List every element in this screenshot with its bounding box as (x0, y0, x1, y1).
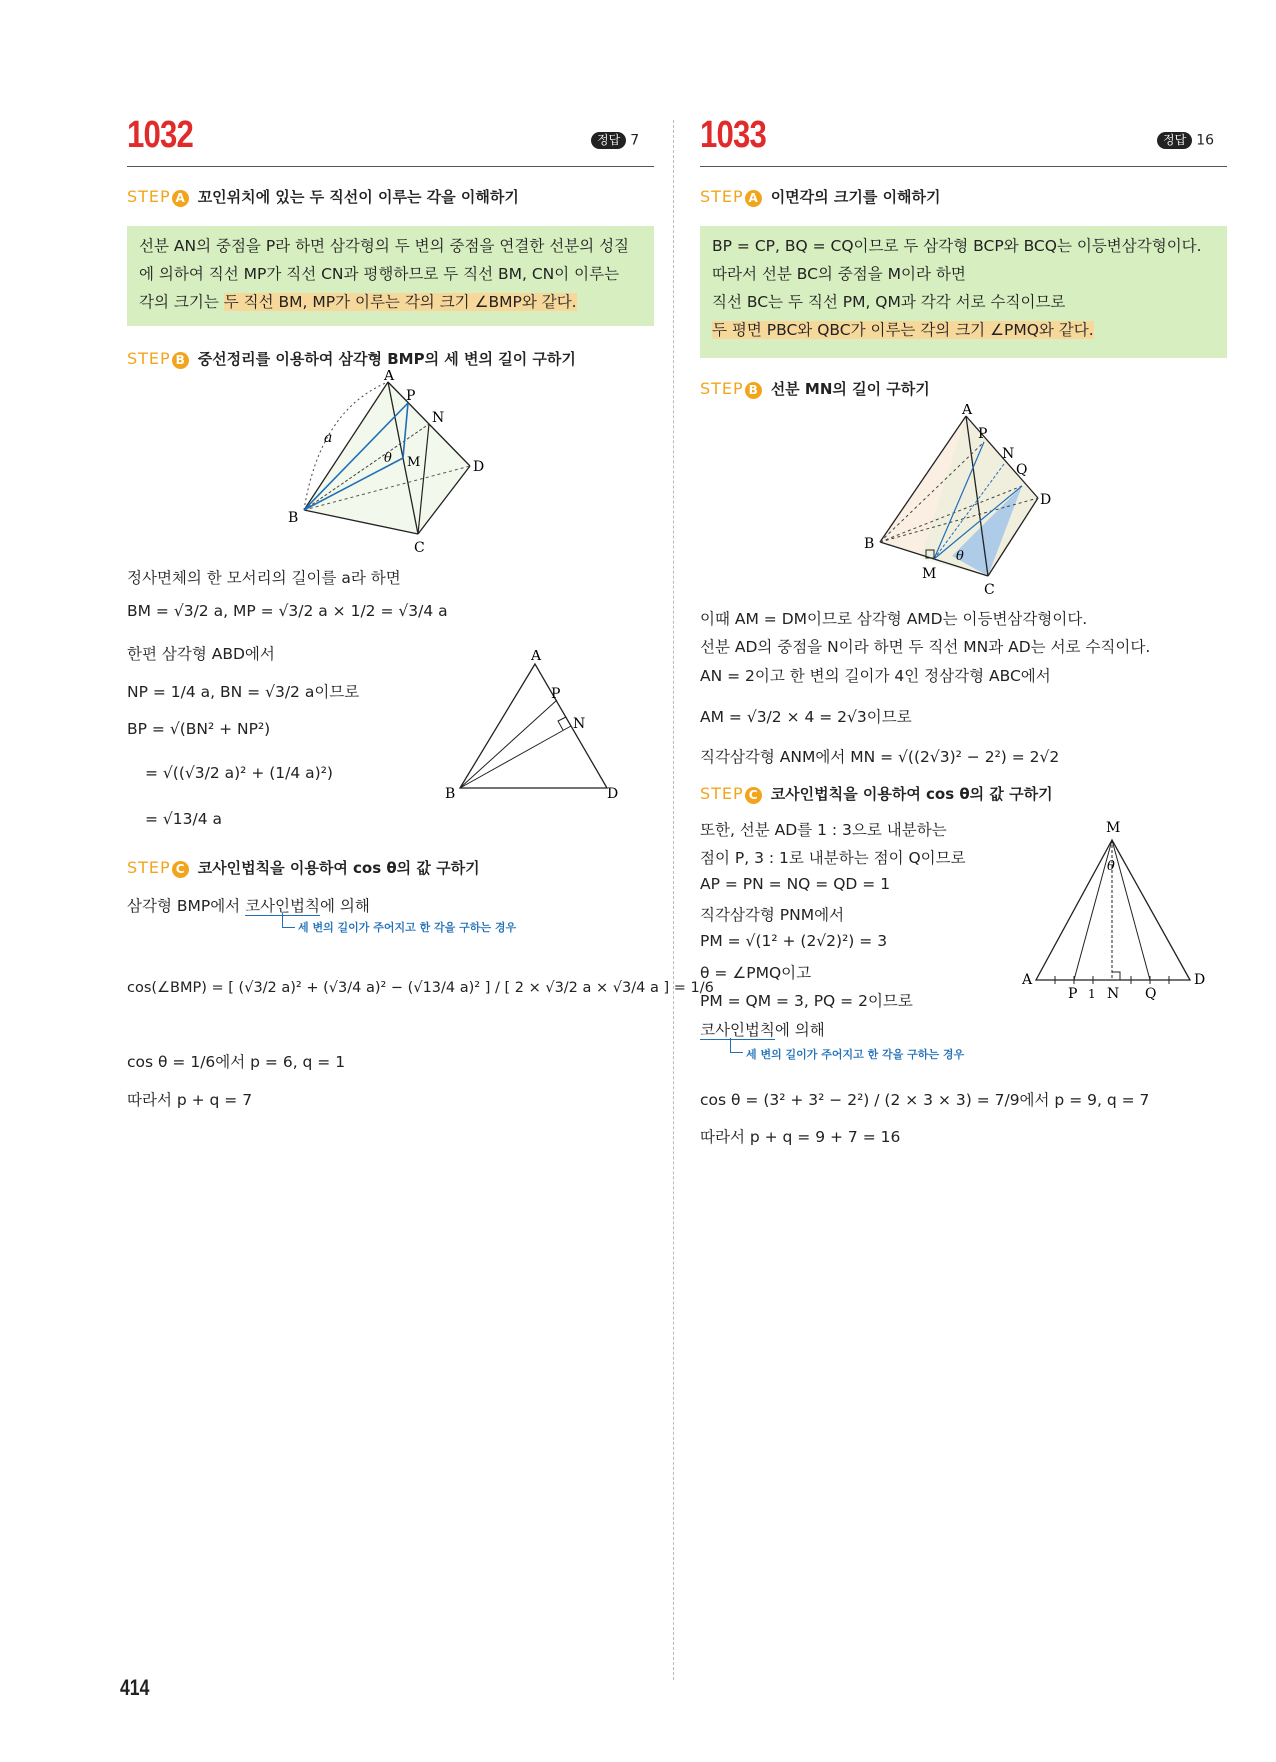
step-a-box (700, 226, 1227, 358)
problem-number: 1033 (700, 114, 767, 156)
step-title: 이면각의 크기를 이해하기 (770, 188, 941, 206)
label-theta: θ (1107, 859, 1115, 874)
answer-badge: 정답 (1157, 132, 1192, 149)
box-line: 각의 크기는 (139, 293, 224, 311)
label-theta: θ (956, 549, 964, 564)
label-a: A (384, 370, 395, 384)
step-badge: A (172, 190, 189, 207)
formula-line: cos θ = 1/6에서 p = 6, q = 1 (127, 1053, 346, 1071)
label-c: C (984, 582, 995, 598)
label-d: D (1040, 492, 1052, 508)
text-line (700, 1018, 825, 1040)
label-m: M (1106, 820, 1121, 836)
label-n: N (432, 410, 445, 426)
label-d: D (1194, 972, 1206, 988)
text-line: 정사면체의 한 모서리의 길이를 a라 하면 (127, 569, 401, 587)
step-badge: B (745, 382, 762, 399)
formula-line: PM = QM = 3, PQ = 2이므로 (700, 992, 913, 1010)
line-mq (1112, 840, 1150, 980)
formula-line: BM = √3/2 a, MP = √3/2 a × 1/2 = √3/4 a (127, 602, 448, 620)
label-n: N (573, 716, 586, 732)
label-a: A (531, 650, 542, 664)
label-n: N (1002, 446, 1015, 462)
text-part: 에 의해 (319, 897, 370, 915)
formula-line: BP = √(BN² + NP²) (127, 720, 271, 738)
step-b-heading (700, 378, 930, 399)
label-b: B (445, 786, 456, 802)
text-part: 삼각형 BMP에서 (127, 897, 246, 915)
column-divider (673, 120, 674, 1680)
header-rule (127, 166, 654, 167)
note-text: 세 변의 길이가 주어지고 한 각을 구하는 경우 (746, 1048, 965, 1061)
label-b: B (288, 510, 299, 526)
step-badge: C (172, 861, 189, 878)
label-edge-a: a (324, 430, 333, 446)
text-line: 직각삼각형 PNM에서 (700, 906, 845, 924)
formula-line: = √13/4 a (145, 810, 223, 828)
formula-line: AM = √3/2 × 4 = 2√3이므로 (700, 708, 912, 726)
label-b: B (864, 536, 875, 552)
page-number: 414 (120, 1675, 150, 1700)
step-b-heading (127, 348, 576, 369)
label-c: C (414, 540, 425, 556)
note-arrow (730, 1038, 743, 1053)
step-label: STEP (700, 379, 744, 398)
text-line: 따라서 p + q = 9 + 7 = 16 (700, 1128, 901, 1146)
step-a-heading (127, 186, 519, 207)
box-highlight: 두 평면 PBC와 QBC가 이루는 각의 크기 ∠PMQ와 같다. (712, 321, 1094, 339)
label-m: M (407, 455, 421, 470)
step-title: 선분 MN의 길이 구하기 (770, 380, 930, 398)
step-c-heading (127, 857, 480, 878)
label-a: A (1022, 972, 1033, 988)
tetrahedron-figure-2 (858, 404, 1068, 604)
problem-number: 1032 (127, 114, 194, 156)
label-p: P (551, 686, 561, 702)
tetrahedron-figure-1 (280, 370, 500, 570)
note-text: 세 변의 길이가 주어지고 한 각을 구하는 경우 (298, 921, 517, 934)
box-line: 선분 AN의 중점을 P라 하면 삼각형의 두 변의 중점을 연결한 선분의 성질 (139, 237, 630, 255)
header-rule (700, 166, 1227, 167)
box-line: BP = CP, BQ = CQ이므로 두 삼각형 BCP와 BCQ는 이등변삼각형이다. (712, 237, 1202, 255)
step-a-box (127, 226, 654, 326)
step-label: STEP (127, 187, 171, 206)
label-q: Q (1016, 462, 1028, 478)
step-badge: C (745, 787, 762, 804)
right-angle-mark (1112, 972, 1120, 980)
text-line: 한편 삼각형 ABD에서 (127, 645, 275, 663)
law-name: 코사인법칙 (700, 1021, 775, 1039)
label-a: A (962, 404, 973, 418)
line-bp (460, 700, 557, 788)
step-badge: A (745, 190, 762, 207)
text-line: 점이 P, 3 : 1로 내분하는 점이 Q이므로 (700, 849, 966, 867)
step-label: STEP (127, 349, 171, 368)
law-name: 코사인법칙 (245, 897, 320, 915)
line-bn (460, 726, 571, 788)
formula-line: cos(∠BMP) = [ (√3/2 a)² + (√3/4 a)² − (√13/4 a)² ] / [ 2 × √3/2 a × √3/4 a ] = 1/6 (127, 980, 714, 996)
step-label: STEP (127, 858, 171, 877)
step-label: STEP (700, 187, 744, 206)
text-part: 에 의해 (774, 1021, 825, 1039)
answer-value: 7 (630, 132, 640, 149)
answer-value: 16 (1196, 132, 1215, 149)
step-title: 꼬인위치에 있는 두 직선이 이루는 각을 이해하기 (197, 188, 519, 206)
text-line: 또한, 선분 AD를 1 : 3으로 내분하는 (700, 821, 947, 839)
answer-area (1157, 132, 1214, 149)
step-title: 코사인법칙을 이용하여 cos θ의 값 구하기 (197, 859, 480, 877)
formula-line: = √((√3/2 a)² + (1/4 a)²) (145, 764, 333, 782)
label-d: D (607, 786, 619, 802)
label-one: 1 (1088, 987, 1096, 1001)
step-a-heading (700, 186, 941, 207)
step-badge: B (172, 352, 189, 369)
answer-area (591, 132, 639, 149)
formula-line: PM = √(1² + (2√2)²) = 3 (700, 932, 888, 950)
box-line: 따라서 선분 BC의 중점을 M이라 하면 (712, 265, 966, 283)
text-line: 따라서 p + q = 7 (127, 1091, 253, 1109)
box-line: 에 의하여 직선 MP가 직선 CN과 평행하므로 두 직선 BM, CN이 이루는 (139, 265, 620, 283)
triangle-abd-figure (445, 650, 625, 805)
step-c-heading (700, 783, 1053, 804)
label-q: Q (1145, 986, 1157, 1002)
label-p: P (1068, 986, 1078, 1002)
text-line: AN = 2이고 한 변의 길이가 4인 정삼각형 ABC에서 (700, 667, 1051, 685)
label-theta: θ (384, 451, 392, 466)
step-label: STEP (700, 784, 744, 803)
answer-badge: 정답 (591, 132, 626, 149)
label-n: N (1107, 986, 1120, 1002)
label-p: P (978, 426, 988, 442)
label-d: D (473, 459, 485, 475)
formula-line: 직각삼각형 ANM에서 MN = √((2√3)² − 2²) = 2√2 (700, 748, 1060, 766)
triangle-amd-figure (1018, 818, 1218, 1008)
formula-line: cos θ = (3² + 3² − 2²) / (2 × 3 × 3) = 7/9에서 p = 9, q = 7 (700, 1091, 1150, 1109)
formula-line: NP = 1/4 a, BN = √3/2 a이므로 (127, 683, 360, 701)
formula-line: θ = ∠PMQ이고 (700, 964, 812, 982)
formula-line: AP = PN = NQ = QD = 1 (700, 875, 891, 893)
right-angle-mark (558, 717, 566, 730)
step-title: 중선정리를 이용하여 삼각형 BMP의 세 변의 길이 구하기 (197, 350, 576, 368)
box-line: 직선 BC는 두 직선 PM, QM과 각각 서로 수직이므로 (712, 293, 1066, 311)
step-title: 코사인법칙을 이용하여 cos θ의 값 구하기 (770, 785, 1053, 803)
note-arrow (282, 913, 295, 928)
text-line (127, 894, 370, 916)
label-p: P (406, 388, 416, 404)
box-highlight: 두 직선 BM, MP가 이루는 각의 크기 ∠BMP와 같다. (223, 293, 577, 311)
label-m: M (922, 566, 937, 582)
text-line: 이때 AM = DM이므로 삼각형 AMD는 이등변삼각형이다. (700, 610, 1088, 628)
text-line: 선분 AD의 중점을 N이라 하면 두 직선 MN과 AD는 서로 수직이다. (700, 638, 1151, 656)
